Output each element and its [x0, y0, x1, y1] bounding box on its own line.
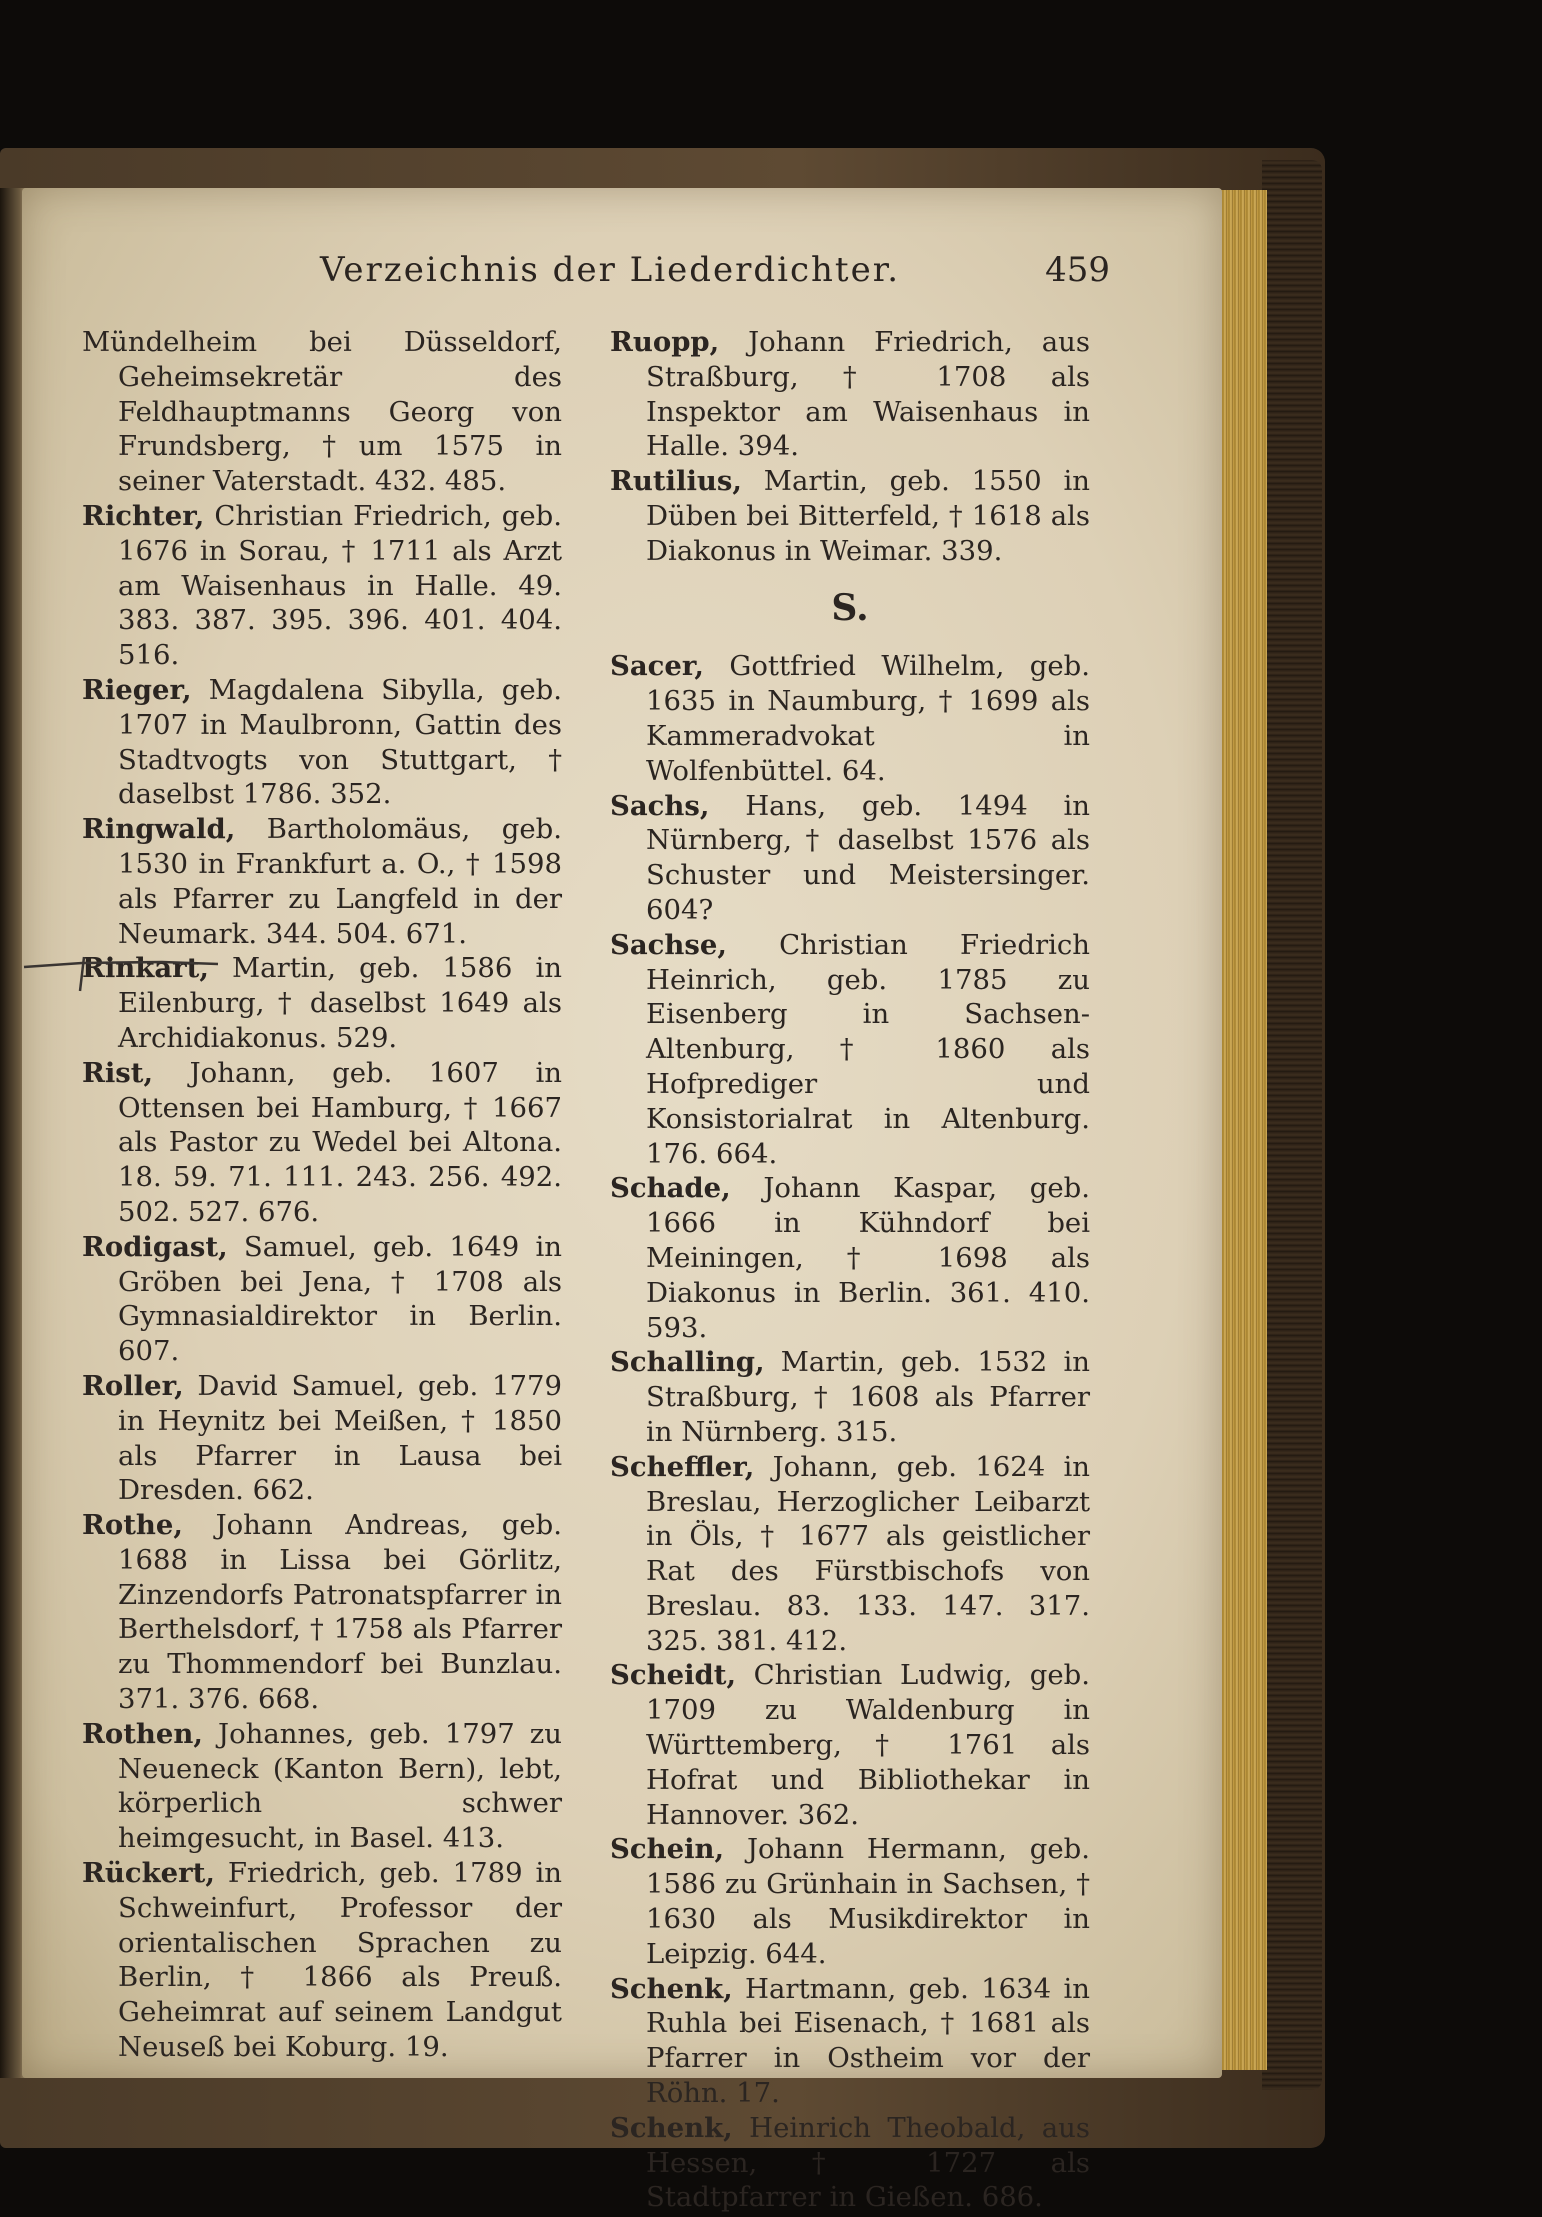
- page-header: [320, 250, 1110, 292]
- index-entry: Rieger, Magdalena Sibylla, geb. 1707 in Maulbronn, Gattin des Stadtvogts von Stuttgart, † daselbst 1786. 352.: [82, 673, 562, 811]
- index-entry: Schade, Johann Kaspar, geb. 1666 in Kühndorf bei Meiningen, † 1698 als Diakonus in Berlin. 361. 410. 593.: [610, 1172, 1090, 1344]
- right-column: [610, 325, 1090, 2215]
- page-number: 459: [1045, 250, 1110, 290]
- index-entry: Richter, Christian Friedrich, geb. 1676 in Sorau, † 1711 als Arzt am Waisenhaus in Halle. 49. 383. 387. 395. 396. 401. 404. 516.: [82, 499, 562, 672]
- running-title: Verzeichnis der Liederdichter.: [320, 250, 901, 290]
- index-entry: Scheidt, Christian Ludwig, geb. 1709 zu Waldenburg in Württemberg, † 1761 als Hofrat und Bibliothekar in Hannover. 362.: [610, 1659, 1090, 1831]
- index-entry: Roller, David Samuel, geb. 1779 in Heynitz bei Meißen, † 1850 als Pfarrer in Lausa bei Dresden. 662.: [82, 1369, 562, 1507]
- index-entry: Sachs, Hans, geb. 1494 in Nürnberg, † daselbst 1576 als Schuster und Meistersinger. 604?: [610, 789, 1090, 926]
- index-entry: Schenk, Heinrich Theobald, aus Hessen, † 1727 als Stadtpfarrer in Gießen. 686.: [610, 2111, 1090, 2214]
- index-entry: Scheffler, Johann, geb. 1624 in Breslau, Herzoglicher Leibarzt in Öls, † 1677 als geistlicher Rat des Fürstbischofs von Breslau. 83. 133. 147. 317. 325. 381. 412.: [610, 1450, 1090, 1657]
- index-entry: Rutilius, Martin, geb. 1550 in Düben bei Bitterfeld, † 1618 als Diakonus in Weimar. 339.: [610, 465, 1090, 567]
- index-entry: Sachse, Christian Friedrich Heinrich, geb. 1785 zu Eisenberg in Sachsen-Altenburg, † 1860 als Hofprediger und Konsistorialrat in Altenburg. 176. 664.: [610, 928, 1090, 1170]
- index-entry: Rückert, Friedrich, geb. 1789 in Schweinfurt, Professor der orientalischen Sprachen zu Berlin, † 1866 als Preuß. Geheimrat auf seinem Landgut Neuseß bei Koburg. 19.: [82, 1857, 562, 2064]
- index-entry: Rist, Johann, geb. 1607 in Ottensen bei Hamburg, † 1667 als Pastor zu Wedel bei Altona. 18. 59. 71. 111. 243. 256. 492. 502. 527. 676.: [82, 1056, 562, 1228]
- index-entry: Rothen, Johannes, geb. 1797 zu Neueneck (Kanton Bern), lebt, körperlich schwer heimgesucht, in Basel. 413.: [82, 1717, 562, 1855]
- index-entry: Rinkart, Martin, geb. 1586 in Eilenburg, † daselbst 1649 als Archidiakonus. 529.: [82, 952, 562, 1054]
- index-entry: Mündelheim bei Düsseldorf, Geheimsekretär des Feldhauptmanns Georg von Frundsberg, †um 1575 in seiner Vaterstadt. 432. 485.: [82, 326, 562, 498]
- gilt-page-edges: [1215, 190, 1267, 2070]
- index-entry: Rodigast, Samuel, geb. 1649 in Gröben bei Jena, † 1708 als Gymnasialdirektor in Berlin. 607.: [82, 1230, 562, 1368]
- index-entry: Rothe, Johann Andreas, geb. 1688 in Lissa bei Görlitz, Zinzendorfs Patronatspfarrer in Berthelsdorf, † 1758 als Pfarrer zu Thommendorf bei Bunzlau. 371. 376. 668.: [82, 1509, 562, 1716]
- left-column: [82, 325, 562, 2065]
- index-entry: Ringwald, Bartholomäus, geb. 1530 in Frankfurt a. O., † 1598 als Pfarrer zu Langfeld in der Neumark. 344. 504. 671.: [82, 813, 562, 950]
- index-entry: Schenk, Hartmann, geb. 1634 in Ruhla bei Eisenach, † 1681 als Pfarrer in Ostheim vor der Röhn. 17.: [610, 1972, 1090, 2110]
- book-spine: [1262, 160, 1322, 2090]
- index-entry: Schalling, Martin, geb. 1532 in Straßburg, † 1608 als Pfarrer in Nürnberg. 315.: [610, 1346, 1090, 1448]
- index-entry: Schein, Johann Hermann, geb. 1586 zu Grünhain in Sachsen, † 1630 als Musikdirektor in Leipzig. 644.: [610, 1833, 1090, 1970]
- index-entry: Sacer, Gottfried Wilhelm, geb. 1635 in Naumburg, † 1699 als Kammeradvokat in Wolfenbüttel. 64.: [610, 650, 1090, 787]
- pencil-mark: [22, 955, 222, 995]
- index-entry: Ruopp, Johann Friedrich, aus Straßburg, † 1708 als Inspektor am Waisenhaus in Halle. 394.: [610, 326, 1090, 463]
- section-letter-heading: S.: [831, 586, 869, 629]
